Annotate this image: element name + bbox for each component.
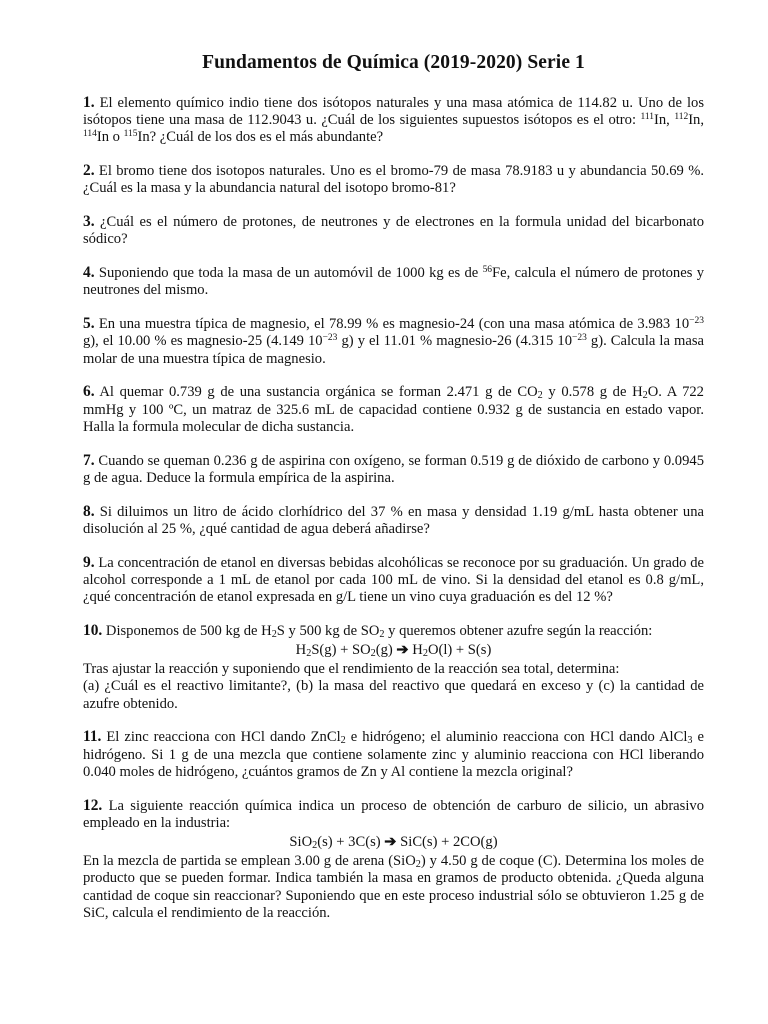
problem-number: 6. bbox=[83, 383, 95, 401]
subscript: 2 bbox=[370, 648, 376, 660]
mass-number: 112 bbox=[674, 111, 689, 122]
subscript: 2 bbox=[306, 648, 312, 660]
mass-number: 114 bbox=[83, 129, 97, 140]
problem-number: 2. bbox=[83, 162, 95, 180]
problem-9 bbox=[83, 554, 704, 607]
problem-text: In o bbox=[96, 129, 124, 146]
subscript: 2 bbox=[379, 628, 385, 640]
equation-part: SiC(s) + 2CO(g) bbox=[396, 834, 498, 851]
problem-text: e hidrógeno. Si 1 g de una mezcla que contiene solamente zinc y aluminio reacciona con HCl liberando 0.040 moles de hidrógeno, ¿cuántos gramos de Zn y Al contiene la mezcla original? bbox=[83, 729, 704, 780]
problem-text: In? ¿Cuál de los dos es el más abundante? bbox=[137, 129, 384, 146]
equation-part: H bbox=[295, 642, 307, 659]
problem-2 bbox=[83, 162, 704, 197]
problem-text: Si diluimos un litro de ácido clorhídrico del 37 % en masa y densidad 1.19 g/mL hasta obtener una disolución al 25 %, ¿qué cantidad de agua deberá añadirse? bbox=[83, 503, 704, 537]
problem-text: In, bbox=[688, 112, 704, 129]
problem-text: y queremos obtener azufre según la reacción: bbox=[384, 622, 653, 639]
problem-3 bbox=[83, 213, 704, 248]
problem-12 bbox=[83, 797, 704, 922]
problem-text: La concentración de etanol en diversas bebidas alcohólicas se reconoce por su graduación. Un grado de alcohol corresponde a 1 mL de etanol por cada 100 mL de vino. Si la densidad del etanol es 0.8 g/mL, ¿qué concentración de etanol expresada en g/L tiene un vino cuya graduación es del 12 %? bbox=[83, 554, 704, 606]
problem-6 bbox=[83, 383, 704, 436]
problem-text: g), el 10.00 % es magnesio-25 (4.149 10 bbox=[83, 333, 323, 350]
problem-number: 1. bbox=[83, 94, 95, 111]
problem-text-part: En la mezcla de partida se emplean 3.00 g de arena (SiO bbox=[83, 853, 416, 870]
subscript: 2 bbox=[340, 735, 346, 747]
problem-number: 5. bbox=[83, 315, 95, 333]
problem-text: e hidrógeno; el aluminio reacciona con HCl dando AlCl bbox=[345, 729, 688, 746]
problem-text: Al quemar 0.739 g de una sustancia orgánica se forman 2.471 g de CO bbox=[94, 384, 538, 401]
reaction-arrow-icon: ➔ bbox=[396, 642, 409, 659]
problem-7 bbox=[83, 452, 704, 487]
problem-text: Disponemos de 500 kg de H bbox=[102, 622, 272, 639]
problem-text-part: ) y 4.50 g de coque (C). Determina los moles de producto que se pueden formar. Indica también la masa en gramos de producto obtenida. ¿Queda alguna cantidad de coque sin reaccionar? Suponiendo que en este proceso industrial sólo se obtuvieron 1.25 g de SiC, calcula el rendimiento de la reacción. bbox=[83, 853, 705, 921]
problem-text: El bromo tiene dos isotopos naturales. Uno es el bromo-79 de masa 78.9183 u y abundancia 50.69 %. ¿Cuál es la masa y la abundancia natural del isotopo bromo-81? bbox=[83, 163, 704, 197]
problem-text: El elemento químico indio tiene dos isótopos naturales y una masa atómica de 114.82 u. Uno de los isótopos tiene una masa de 112.9043 u. ¿Cuál de los siguientes supuestos isótopos es el otro: bbox=[83, 95, 704, 129]
problem-text: En una muestra típica de magnesio, el 78.99 % es magnesio-24 (con una masa atómica de 3.983 10 bbox=[94, 316, 690, 333]
problem-number: 11. bbox=[83, 728, 102, 746]
equation-part: SiO bbox=[289, 834, 313, 851]
problem-number: 9. bbox=[83, 553, 95, 571]
equation-part: S(g) + SO bbox=[311, 642, 371, 659]
document-title: Fundamentos de Química (2019-2020) Serie 1 bbox=[202, 52, 585, 73]
problem-text bbox=[83, 853, 704, 922]
subscript: 2 bbox=[422, 648, 428, 660]
problem-text: y 0.578 g de H bbox=[542, 384, 643, 401]
problem-statement bbox=[83, 622, 704, 640]
problem-text: (a) ¿Cuál es el reactivo limitante?, (b) la masa del reactivo que quedará en exceso y (c) la cantidad de azufre obtenido. bbox=[83, 678, 704, 712]
problem-number: 4. bbox=[83, 264, 95, 282]
problem-number: 3. bbox=[83, 213, 95, 231]
problem-text: g) y el 11.01 % magnesio-26 (4.315 10 bbox=[337, 333, 573, 350]
exponent: −23 bbox=[689, 315, 704, 326]
problem-text: Fe, calcula el número de protones y neutrones del mismo. bbox=[83, 265, 704, 299]
problem-text: El zinc reacciona con HCl dando ZnCl bbox=[101, 729, 341, 746]
problem-text: Cuando se queman 0.236 g de aspirina con oxígeno, se forman 0.519 g de dióxido de carbono y 0.0945 g de agua. Deduce la formula empírica de la aspirina. bbox=[83, 452, 704, 486]
subscript: 3 bbox=[687, 735, 693, 747]
mass-number: 115 bbox=[123, 129, 138, 140]
problem-4 bbox=[83, 264, 704, 299]
problem-number: 8. bbox=[83, 502, 95, 520]
problem-text: S y 500 kg de SO bbox=[276, 622, 380, 639]
subscript: 2 bbox=[642, 390, 648, 402]
reaction-equation bbox=[83, 642, 704, 659]
equation-part: H bbox=[408, 642, 423, 659]
equation-part: (s) + 3C(s) bbox=[317, 834, 385, 851]
equation-part: O(l) + S(s) bbox=[427, 642, 492, 659]
problem-10 bbox=[83, 622, 704, 713]
exponent: −23 bbox=[572, 333, 587, 344]
problem-number: 7. bbox=[83, 451, 95, 469]
problem-5 bbox=[83, 315, 704, 368]
problem-1 bbox=[83, 94, 704, 147]
reaction-arrow-icon: ➔ bbox=[384, 834, 397, 851]
problem-number: 10. bbox=[83, 621, 103, 639]
problem-text: ¿Cuál es el número de protones, de neutrones y de electrones en la formula unidad del bicarbonato sódico? bbox=[83, 214, 704, 248]
problem-text: In, bbox=[654, 112, 675, 129]
equation-part: (g) bbox=[375, 642, 397, 659]
problem-text: Tras ajustar la reacción y suponiendo que el rendimiento de la reacción sea total, determina: bbox=[83, 661, 620, 678]
subscript: 2 bbox=[312, 840, 318, 852]
problem-8 bbox=[83, 503, 704, 538]
problem-text: g). Calcula la masa molar de una muestra típica de magnesio. bbox=[83, 333, 704, 367]
problem-text: La siguiente reacción química indica un proceso de obtención de carburo de silicio, un abrasivo empleado en la industria: bbox=[83, 797, 704, 831]
subscript: 2 bbox=[271, 628, 277, 640]
exponent: −23 bbox=[322, 333, 338, 344]
problem-statement bbox=[83, 797, 704, 832]
reaction-equation bbox=[83, 834, 704, 851]
problem-text: Suponiendo que toda la masa de un automóvil de 1000 kg es de bbox=[94, 265, 483, 282]
subscript: 2 bbox=[415, 859, 421, 871]
subscript: 2 bbox=[537, 390, 543, 402]
problem-number: 12. bbox=[83, 796, 103, 814]
mass-number: 111 bbox=[640, 111, 655, 122]
mass-number: 56 bbox=[482, 264, 493, 275]
problem-text: O. A 722 mmHg y 100 ºC, un matraz de 325.6 mL de capacidad contiene 0.932 g de sustancia en estado vapor. Halla la formula molecular de dicha sustancia. bbox=[83, 384, 704, 435]
problem-11 bbox=[83, 728, 704, 781]
